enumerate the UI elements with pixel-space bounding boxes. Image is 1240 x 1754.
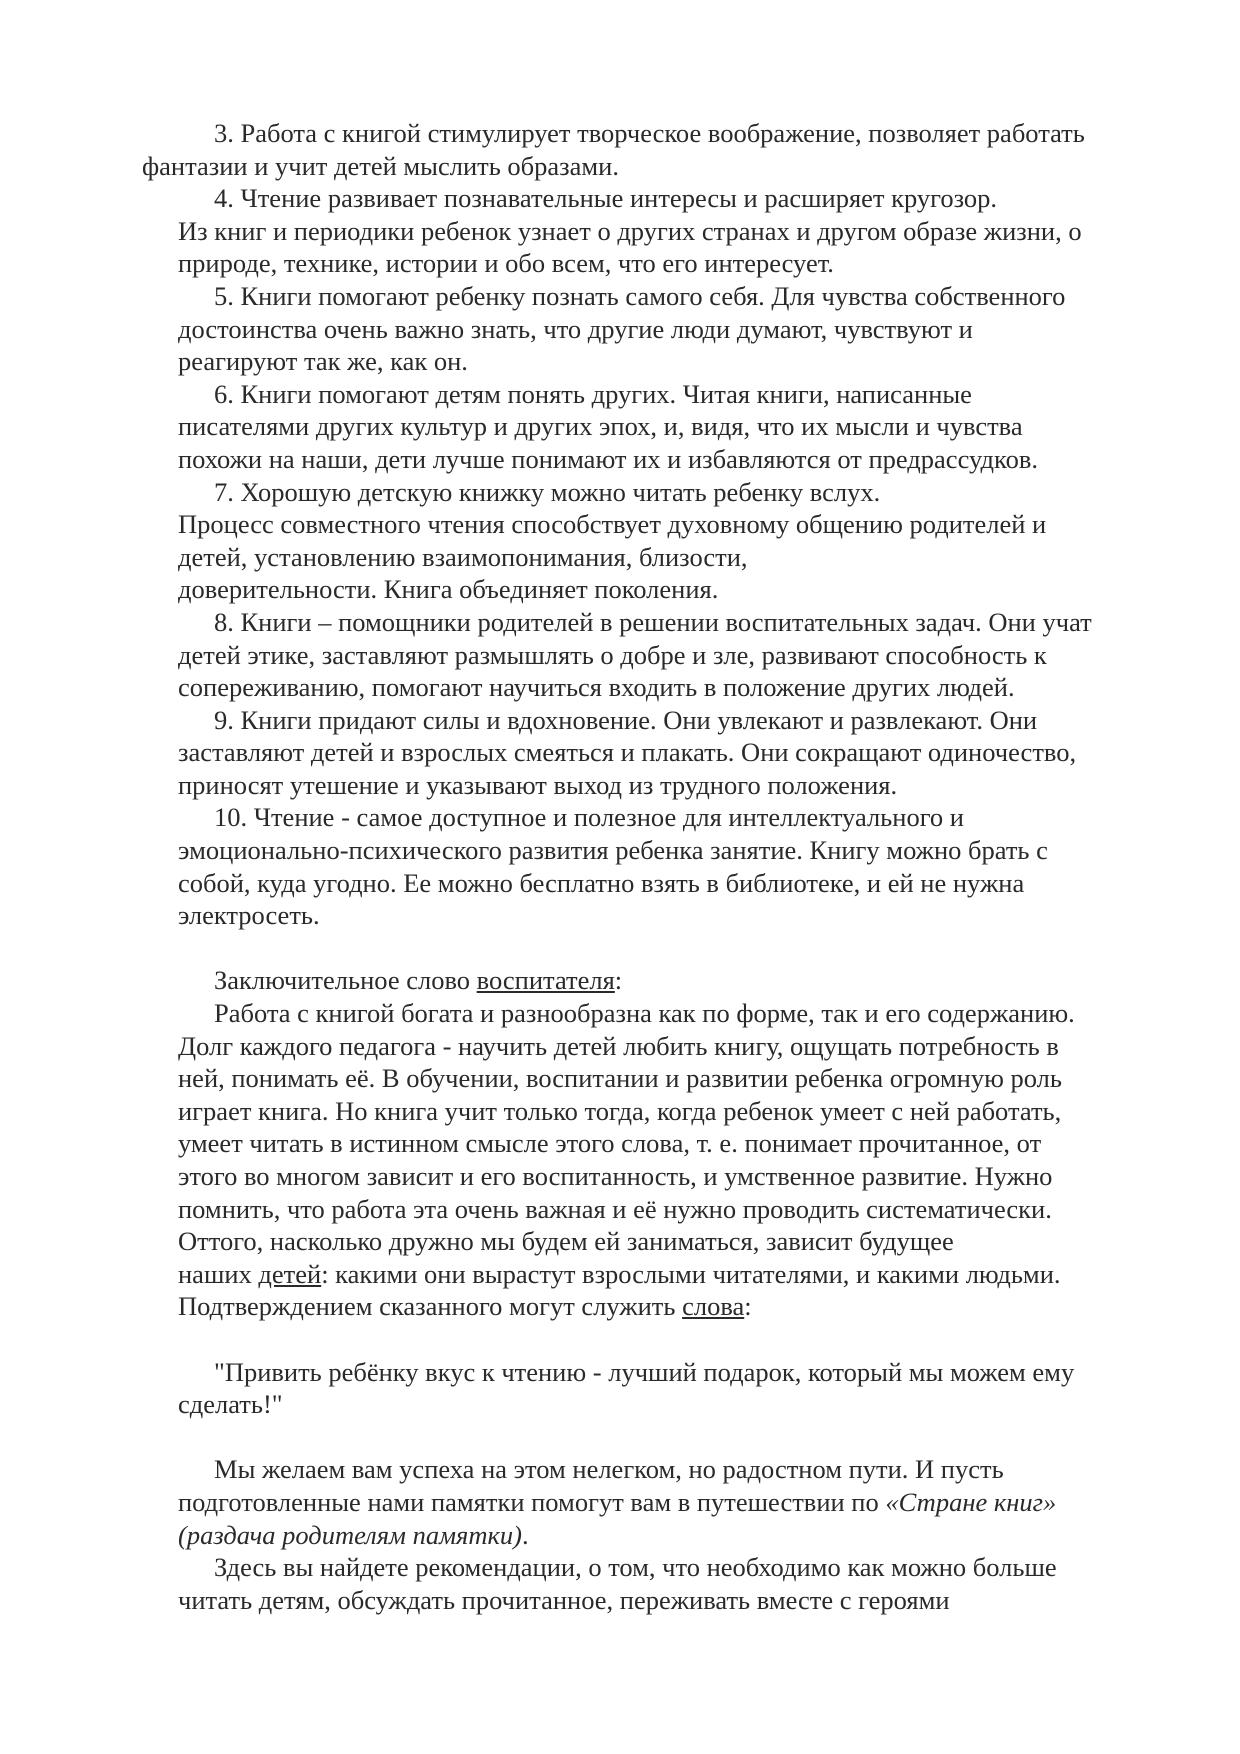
text-line: Работа с книгой богата и разнообразна как по форме, так и его содержанию. [214,998,1075,1029]
text-line: 4. Чтение развивает познавательные интересы и расширяет кругозор. [214,183,998,214]
closing-heading-text: Заключительное слово [214,965,477,996]
text-line: достоинства очень важно знать, что другие люди думают, чувствуют и [178,313,973,344]
text-fragment: наших [178,1258,259,1289]
text-line: Процесс совместного чтения способствует духовному общению родителей и [178,509,1047,540]
children-link[interactable]: детей [258,1258,322,1289]
stage-direction: (раздача родителям памятки) [178,1519,522,1550]
closing-paragraph [178,997,1158,1323]
book-country-title: «Стране книг» [885,1486,1057,1517]
list-item [178,606,1158,704]
text-line: 9. Книги придают силы и вдохновение. Они увлекают и развлекают. Они [214,704,1038,735]
wish-paragraph [178,1453,1158,1551]
text-line: Мы желаем вам успеха на этом нелегком, но радостном пути. И пусть [214,1454,1004,1485]
educator-link[interactable]: воспитателя [476,965,615,996]
text-line: 8. Книги – помощники родителей в решении воспитательных задач. Они учат [214,606,1092,637]
quote-line: "Привить ребёнку вкус к чтению - лучший подарок, который мы можем ему [214,1356,1075,1387]
quote-line: сделать!" [178,1389,283,1420]
text-line: Долг каждого педагога - научить детей любить книгу, ощущать потребность в [178,1030,1059,1061]
list-item [178,476,1158,606]
text-line: заставляют детей и взрослых смеяться и плакать. Они сокращают одиночество, [178,737,1077,768]
blank-line [178,1421,1158,1454]
text-line [142,1258,1158,1291]
text-fragment: подготовленные нами памятки помогут вам в путешествии по [178,1486,886,1517]
text-line [142,1519,1158,1552]
text-fragment: : какими они вырастут взрослыми читателями, и какими людьми. [321,1258,1061,1289]
text-line: 3. Работа с книгой стимулирует творческое воображение, позволяет работать [214,118,1085,148]
words-link[interactable]: слова [682,1291,745,1322]
closing-heading-colon: : [614,965,623,996]
final-paragraph [178,1551,1158,1616]
text-line: 5. Книги помогают ребенку познать самого себя. Для чувства собственного [214,280,1066,311]
list-item [178,801,1158,931]
text-fragment: Подтверждением сказанного могут служить [178,1291,683,1322]
list-item [142,117,1158,182]
text-line: доверительности. Книга объединяет поколения. [178,574,719,605]
text-line: играет книга. Но книга учит только тогда, когда ребенок умеет с ней работать, [178,1095,1062,1126]
text-fragment: . [521,1519,529,1550]
text-line: помнить, что работа эта очень важная и её нужно проводить систематически. [178,1193,1052,1224]
blank-line [178,1323,1158,1356]
text-line: писателями других культур и других эпох, и, видя, что их мысли и чувства [178,411,1023,442]
text-line: фантазии и учит детей мыслить образами. [142,150,619,181]
list-item [178,182,1158,280]
document-page [142,117,1158,1616]
list-item [178,280,1158,378]
text-line: ней, понимать её. В обучении, воспитании и развитии ребенка огромную роль [178,1063,1062,1094]
text-line: приносят утешение и указывают выход из трудного положения. [178,769,898,800]
text-line: детей этике, заставляют размышлять о добре и зле, развивают способность к [178,639,1047,670]
text-line: 10. Чтение - самое доступное и полезное для интеллектуального и [214,802,964,833]
list-item [178,378,1158,476]
list-item [178,704,1158,802]
text-line: читать детям, обсуждать прочитанное, переживать вместе с героями [178,1584,950,1615]
text-line: Из книг и периодики ребенок узнает о других странах и другом образе жизни, о [178,215,1082,246]
text-fragment: : [744,1291,752,1322]
closing-heading [178,964,1158,997]
blank-line [178,932,1158,965]
text-line [142,1290,1158,1323]
text-line: эмоционально-психического развития ребенка занятие. Книгу можно брать с [178,835,1048,866]
text-line: 6. Книги помогают детям понять других. Читая книги, написанные [214,378,972,409]
text-line: этого во многом зависит и его воспитанность, и умственное развитие. Нужно [178,1161,1053,1191]
quote-paragraph [178,1356,1158,1421]
text-line: 7. Хорошую детскую книжку можно читать ребенку вслух. [214,476,881,507]
text-line: реагируют так же, как он. [178,346,468,377]
text-line: детей, установлению взаимопонимания, близости, [178,541,748,572]
text-line: собой, куда угодно. Ее можно бесплатно взять в библиотеке, и ей не нужна [178,867,1025,898]
text-line: похожи на наши, дети лучше понимают их и избавляются от предрассудков. [178,443,1038,474]
text-line [142,1486,1158,1519]
text-line: Оттого, насколько дружно мы будем ей заниматься, зависит будущее [178,1226,954,1257]
text-line: сопереживанию, помогают научиться входить в положение других людей. [178,672,1015,703]
text-line: умеет читать в истинном смысле этого слова, т. е. понимает прочитанное, от [178,1128,1042,1159]
text-line: электросеть. [178,900,320,931]
text-line: Здесь вы найдете рекомендации, о том, что необходимо как можно больше [214,1552,1057,1583]
text-line: природе, технике, истории и обо всем, что его интересует. [178,248,834,279]
